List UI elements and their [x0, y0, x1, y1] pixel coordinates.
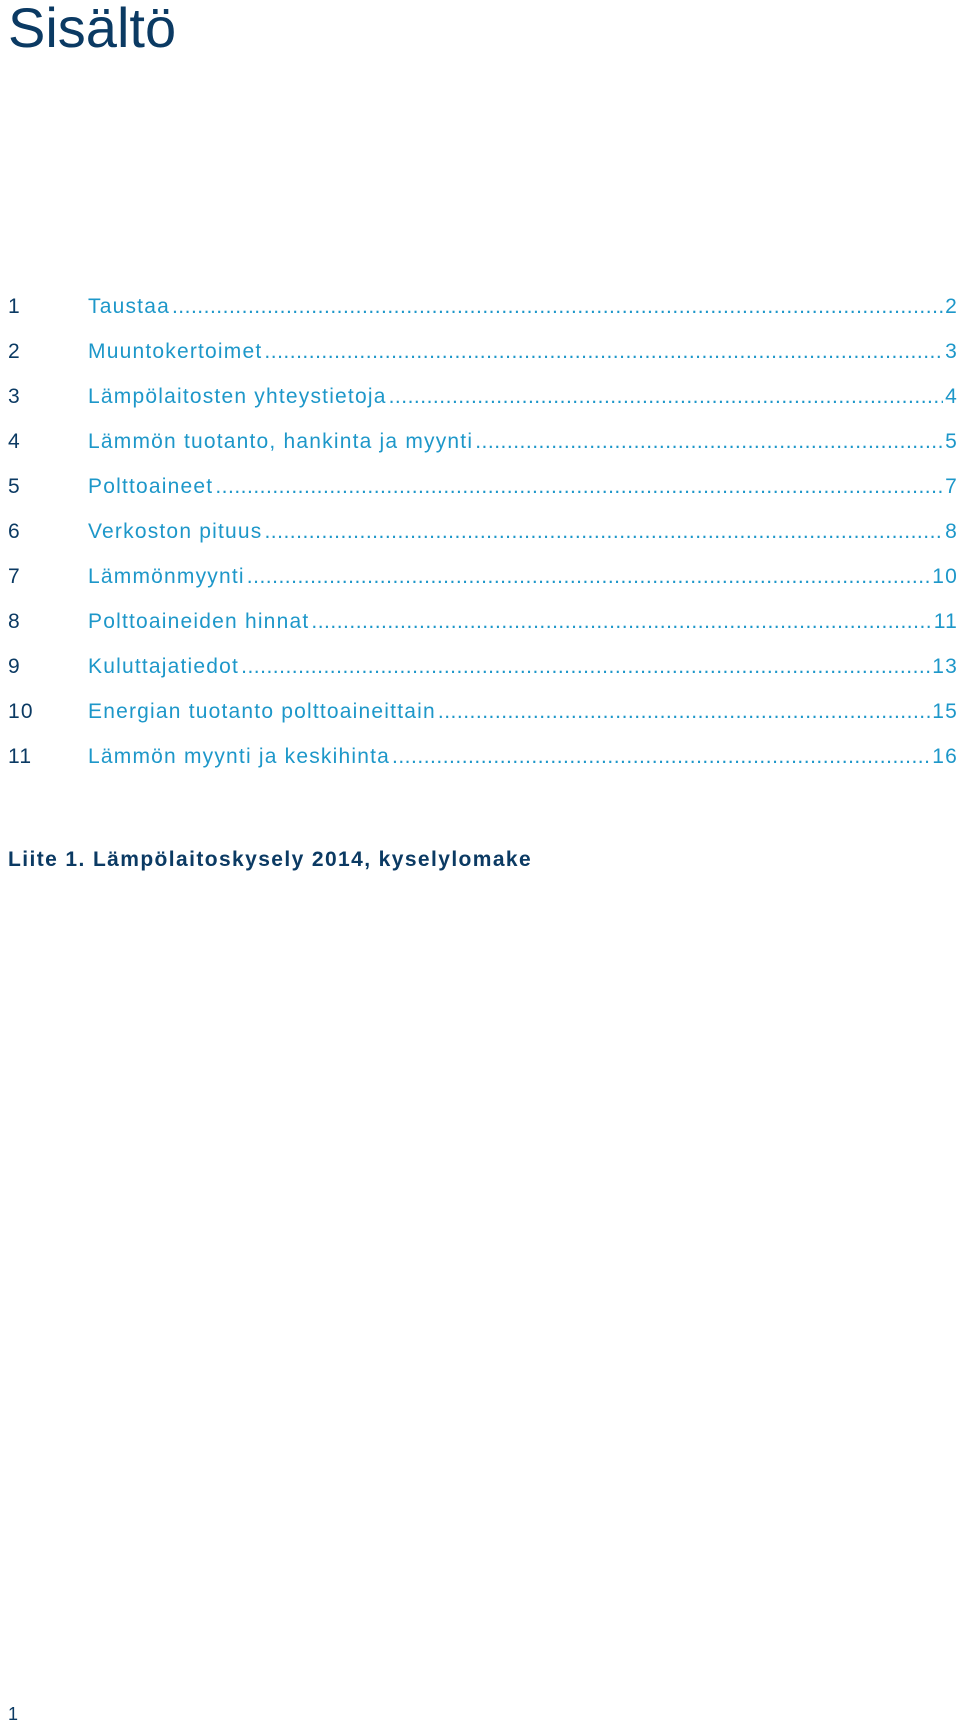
toc-entry-number: 5 — [8, 475, 21, 498]
toc-entry-number: 6 — [8, 520, 21, 543]
toc-entry-label[interactable]: Polttoaineet — [88, 475, 214, 498]
toc-leader-dots — [247, 564, 930, 590]
toc-entry-label[interactable]: Muuntokertoimet — [88, 340, 263, 363]
toc-entry-page[interactable]: 8 — [945, 520, 958, 543]
toc-entry-label[interactable]: Kuluttajatiedot — [88, 655, 240, 678]
toc-entry-page[interactable]: 3 — [945, 340, 958, 363]
toc-entry-number: 7 — [8, 565, 21, 588]
toc-entry-11[interactable] — [8, 744, 958, 789]
toc-leader-dots — [475, 429, 943, 455]
toc-entry-number: 8 — [8, 610, 21, 633]
toc-entry-number: 3 — [8, 385, 21, 408]
toc-entry-page[interactable]: 2 — [945, 295, 958, 318]
toc-entry-number: 2 — [8, 340, 21, 363]
toc-entry-number: 10 — [8, 700, 34, 723]
toc-entry-page[interactable]: 4 — [945, 385, 958, 408]
toc-entry-label[interactable]: Taustaa — [88, 295, 170, 318]
toc-entry-9[interactable] — [8, 654, 958, 699]
toc-entry-3[interactable] — [8, 384, 958, 429]
toc-entry-label[interactable]: Lämmön tuotanto, hankinta ja myynti — [88, 430, 474, 453]
toc-leader-dots — [438, 699, 930, 725]
toc-entry-page[interactable]: 7 — [945, 475, 958, 498]
toc-entry-number: 1 — [8, 295, 21, 318]
toc-entry-10[interactable] — [8, 699, 958, 744]
toc-entry-page[interactable]: 16 — [932, 745, 958, 768]
toc-entry-8[interactable] — [8, 609, 958, 654]
toc-entry-page[interactable]: 15 — [932, 700, 958, 723]
toc-entry-label[interactable]: Energian tuotanto polttoaineittain — [88, 700, 436, 723]
toc-leader-dots — [264, 339, 943, 365]
toc-entry-label[interactable]: Verkoston pituus — [88, 520, 263, 543]
toc-entry-number: 9 — [8, 655, 21, 678]
toc-leader-dots — [172, 294, 943, 320]
toc-leader-dots — [241, 654, 930, 680]
toc-entry-1[interactable] — [8, 294, 958, 339]
toc-leader-dots — [389, 384, 944, 410]
toc-entry-5[interactable] — [8, 474, 958, 519]
toc-entry-label[interactable]: Lämmön myynti ja keskihinta — [88, 745, 391, 768]
toc-entry-7[interactable] — [8, 564, 958, 609]
toc-entry-label[interactable]: Lämmönmyynti — [88, 565, 245, 588]
toc-leader-dots — [215, 474, 943, 500]
toc-entry-page[interactable]: 10 — [932, 565, 958, 588]
appendix-reference: Liite 1. Lämpölaitoskysely 2014, kyselylomake — [8, 848, 533, 871]
toc-entry-label[interactable]: Lämpölaitosten yhteystietoja — [88, 385, 387, 408]
toc-leader-dots — [392, 744, 930, 770]
toc-leader-dots — [264, 519, 943, 545]
table-of-contents — [8, 294, 958, 789]
toc-entry-label[interactable]: Polttoaineiden hinnat — [88, 610, 310, 633]
toc-entry-number: 4 — [8, 430, 21, 453]
toc-entry-page[interactable]: 5 — [945, 430, 958, 453]
toc-entry-2[interactable] — [8, 339, 958, 384]
toc-entry-page[interactable]: 13 — [932, 655, 958, 678]
toc-entry-number: 11 — [8, 745, 33, 768]
page-title: Sisältö — [8, 0, 177, 59]
toc-leader-dots — [311, 609, 931, 635]
page-number: 1 — [8, 1704, 19, 1724]
toc-entry-page[interactable]: 11 — [933, 610, 958, 633]
toc-entry-4[interactable] — [8, 429, 958, 474]
toc-entry-6[interactable] — [8, 519, 958, 564]
